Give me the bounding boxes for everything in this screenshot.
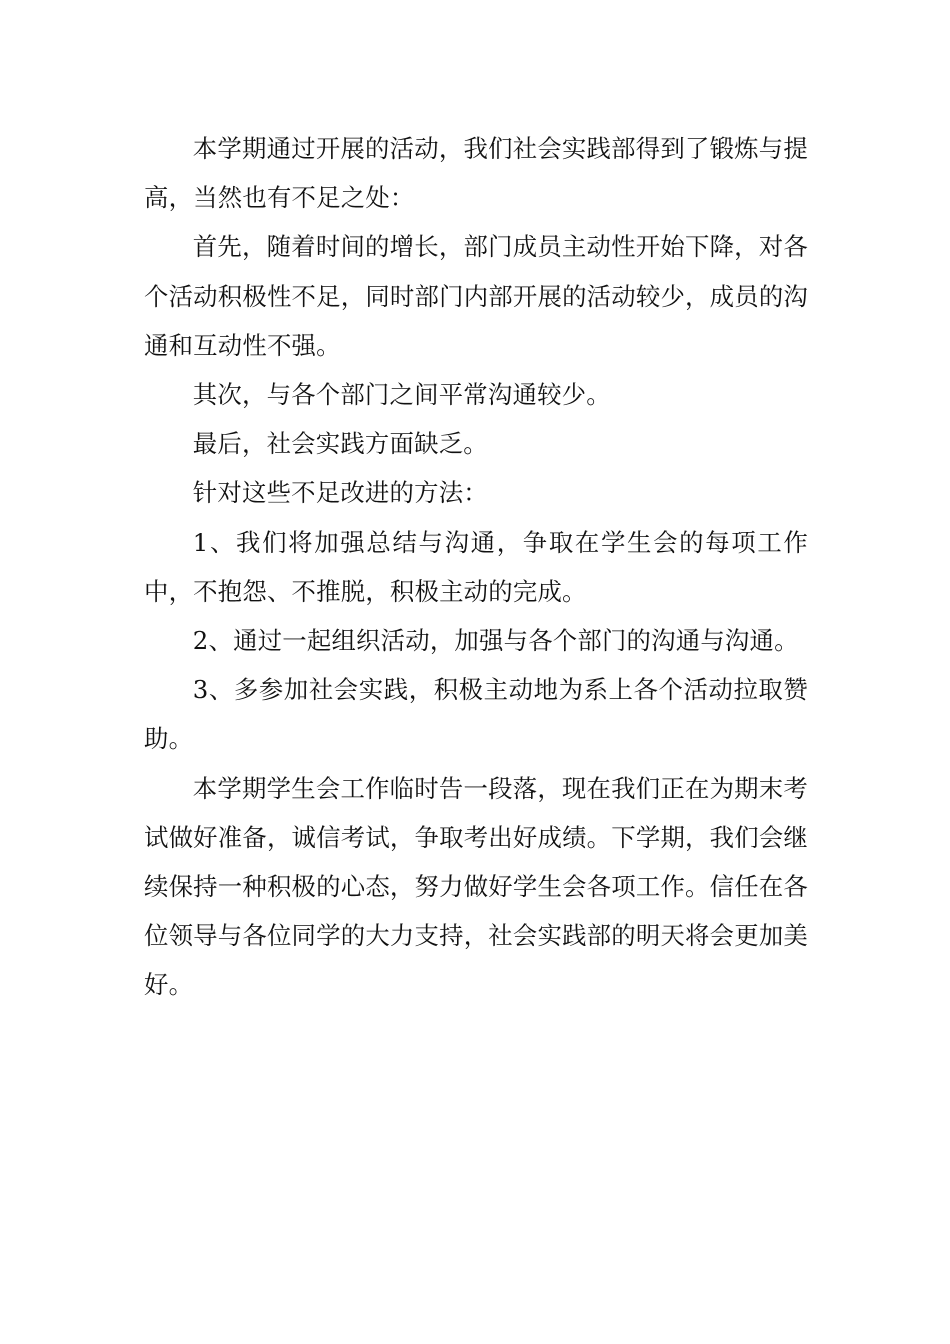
paragraph-improvement-3: 3、多参加社会实践，积极主动地为系上各个活动拉取赞助。 — [144, 675, 808, 754]
paragraph-conclusion: 本学期学生会工作临时告一段落，现在我们正在为期末考试做好准备，诚信考试，争取考出好成绩。下学期，我们会继续保持一种积极的心态，努力做好学生会各项工作。信任在各位领导与各位同学的大力支持，社会实践部的明天将会更加美好。 — [144, 773, 808, 1000]
paragraph-third-issue: 最后，社会实践方面缺乏。 — [192, 429, 488, 459]
paragraph-intro: 本学期通过开展的活动，我们社会实践部得到了锻炼与提高，当然也有不足之处： — [144, 134, 808, 213]
paragraph-improvement-heading: 针对这些不足改进的方法： — [192, 478, 488, 508]
paragraph-improvement-2: 2、通过一起组织活动，加强与各个部门的沟通与沟通。 — [192, 626, 799, 656]
document-page — [144, 124, 808, 1010]
paragraph-improvement-1: 1、我们将加强总结与沟通，争取在学生会的每项工作中，不抱怨、不推脱，积极主动的完成。 — [144, 527, 808, 606]
paragraph-second-issue: 其次，与各个部门之间平常沟通较少。 — [192, 380, 611, 410]
paragraph-first-issue: 首先，随着时间的增长，部门成员主动性开始下降，对各个活动积极性不足，同时部门内部开展的活动较少，成员的沟通和互动性不强。 — [144, 232, 808, 360]
